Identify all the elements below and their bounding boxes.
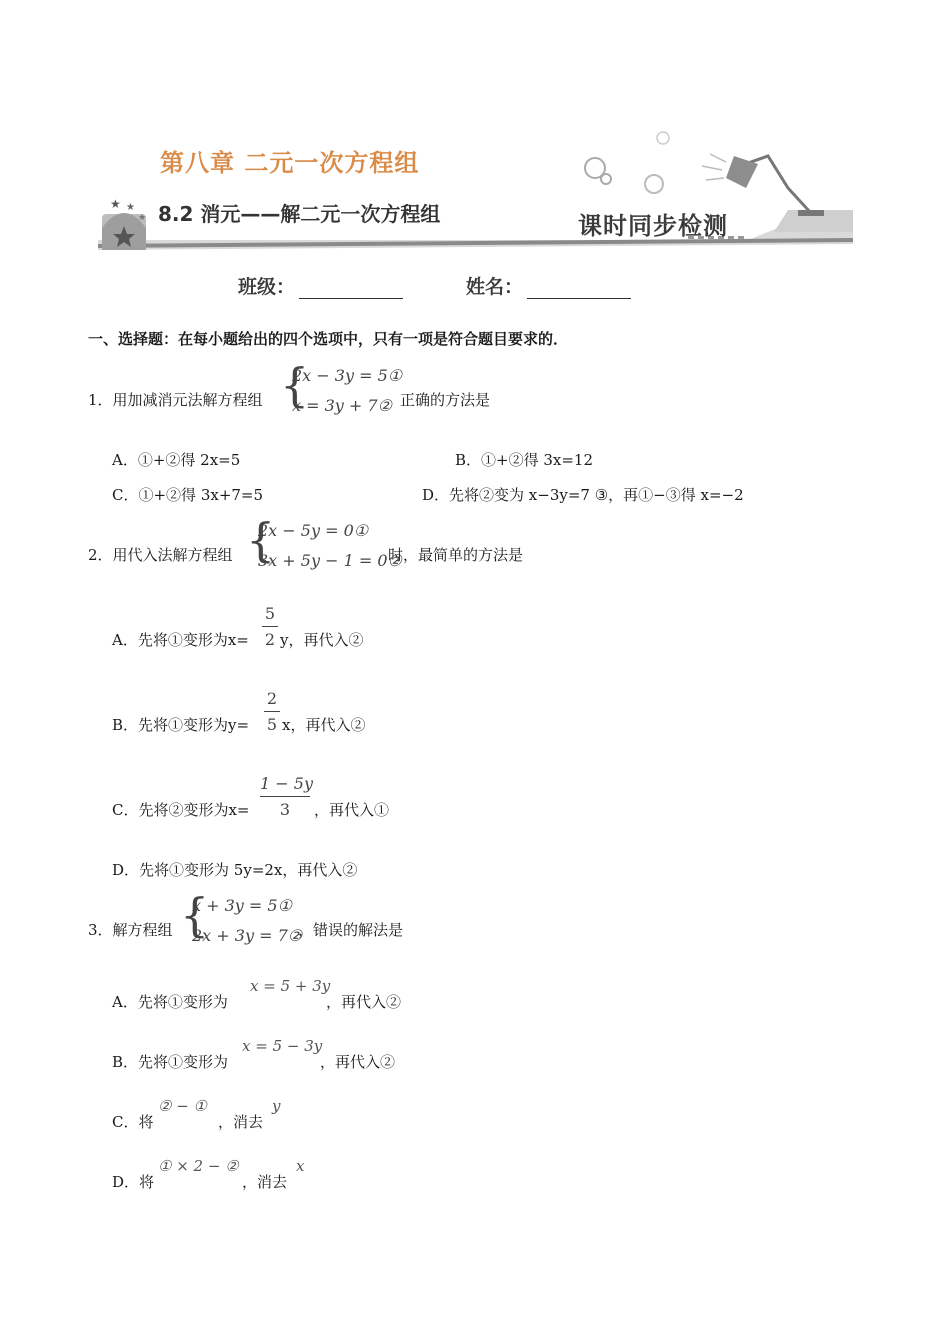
q1-eq2: x = 3y + 7②	[292, 396, 392, 415]
q3-option-b-math: x = 5 − 3y	[242, 1037, 323, 1055]
q3-option-d-var: x	[296, 1157, 305, 1175]
q3-option-c-math: ② − ①	[158, 1097, 207, 1115]
q1-suffix: 正确的方法是	[400, 391, 491, 409]
q2-option-a-fraction	[262, 604, 278, 649]
q2-suffix: 时，最简单的方法是	[388, 546, 524, 564]
q1-option-d: D．先将②变为 x−3y=7 ③，再①−③得 x=−2	[422, 486, 744, 504]
class-label: 班级：	[238, 276, 296, 298]
check-label: 课时同步检测	[578, 212, 728, 240]
q1-option-c: C．①+②得 3x+7=5	[112, 486, 264, 504]
svg-text:★: ★	[138, 213, 147, 223]
q1-eq1: 2x − 3y = 5①	[292, 366, 403, 385]
q3-option-d-pre: D．将	[112, 1173, 155, 1191]
q2-option-c-fraction	[260, 774, 313, 819]
class-blank	[299, 280, 403, 299]
q2-option-c-pre: C．先将②变形为x=	[112, 801, 250, 819]
section-heading: 一、选择题：在每小题给出的四个选项中，只有一项是符合题目要求的．	[88, 330, 569, 348]
q1-brace: {	[280, 358, 310, 412]
chapter-title: 第八章 二元一次方程组	[160, 149, 420, 177]
name-field	[466, 272, 631, 299]
q3-option-a-post: ，再代入②	[326, 993, 402, 1011]
q1-option-b: B．①+②得 3x=12	[455, 451, 594, 469]
q3-eq2: 2x + 3y = 7②	[192, 926, 303, 945]
q2-brace: {	[246, 513, 276, 567]
q3-option-a-math: x = 5 + 3y	[250, 977, 331, 995]
q3-option-b-pre: B．先将①变形为	[112, 1053, 229, 1071]
q2-prefix: 2．用代入法解方程组	[88, 546, 233, 564]
q2-option-b-num: 2	[266, 689, 278, 708]
q3-eq1: x + 3y = 5①	[192, 896, 292, 915]
q3-prefix: 3．解方程组	[88, 921, 173, 939]
q2-option-b-pre: B．先将①变形为y=	[112, 716, 250, 734]
section-title: 8.2 消元——解二元一次方程组	[158, 202, 441, 226]
q3-option-c-pre: C．将	[112, 1113, 154, 1131]
q3-option-a-pre: A．先将①变形为	[112, 993, 228, 1011]
q2-option-c-den: 3	[279, 800, 291, 819]
q2-option-a-post: y，再代入②	[280, 631, 364, 649]
svg-text:★: ★	[110, 197, 121, 211]
q2-option-d: D．先将①变形为 5y=2x，再代入②	[112, 861, 358, 879]
svg-text:★: ★	[126, 202, 135, 213]
q3-option-d-math: ① × 2 − ②	[158, 1157, 239, 1175]
q2-option-a-num: 5	[264, 604, 276, 623]
q2-option-a-pre: A．先将①变形为x=	[112, 631, 249, 649]
q1-prefix: 1．用加减消元法解方程组	[88, 391, 263, 409]
q2-option-b-fraction	[264, 689, 280, 734]
q2-option-c-num: 1 − 5y	[260, 774, 313, 793]
q2-option-b-post: x，再代入②	[282, 716, 366, 734]
q2-option-a-den: 2	[264, 630, 276, 649]
q3-option-d-post: ，消去	[242, 1173, 288, 1191]
name-label: 姓名：	[466, 276, 524, 298]
q2-eq2: 3x + 5y − 1 = 0②	[258, 551, 402, 570]
q3-brace: {	[180, 888, 210, 942]
q3-option-b-post: ，再代入②	[320, 1053, 396, 1071]
q3-option-c-post: ，消去	[218, 1113, 264, 1131]
q1-option-a: A．①+②得 2x=5	[112, 451, 241, 469]
q2-eq1: 2x − 5y = 0①	[258, 521, 369, 540]
q2-option-c-post: ，再代入①	[314, 801, 390, 819]
name-blank	[527, 280, 631, 299]
class-field	[238, 272, 403, 299]
q2-option-b-den: 5	[266, 715, 278, 734]
q3-option-c-var: y	[272, 1097, 281, 1115]
q3-suffix: ，错误的解法是	[298, 921, 404, 939]
